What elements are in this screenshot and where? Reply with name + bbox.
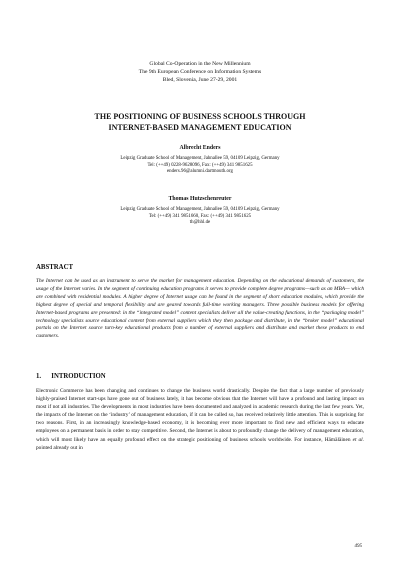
author-affiliation: Leipzig Graduate School of Management, Jahnallee 59, 04109 Leipzig, Germany xyxy=(120,207,280,212)
author-contact: Tel: (++49) 341 9851660, Fax: (++49) 341 9851625 xyxy=(148,213,252,219)
author-email: enders.96@alumni.dartmouth.org xyxy=(167,169,233,175)
introduction-text-main: Electronic Commerce has been changing and continues to change the business world drastically. Despite the fact that a large number of previously highly-praised Internet start-ups have gone out of business lately, it has become obvious that the Internet will have a profound and lasting impact on most if not all industries. The developments in most industries have been documented and analyzed in academic research during the last few years. Yet, the impacts of the Internet on the ‘industry’ of management education, if it can be called so, has received relatively little attention. This is surprising for two reasons. First, in an increasingly knowledge-based economy, it is becoming ever more important to find new and efficient ways to educate employees on a permanent basis in order to stay competitive. Second, the Internet is about to profoundly change the delivery of management education, which will most likely have an equally profound effect on the strategic positioning of business schools worldwide. For instance, Hämäläinen xyxy=(36,388,364,443)
author-affiliation: Leipzig Graduate School of Management, Jahnallee 59, 04109 Leipzig, Germany xyxy=(120,156,280,161)
page-number: 495 xyxy=(354,544,362,549)
conference-series: Global Co-Operation in the New Millennium xyxy=(149,61,251,67)
abstract-heading: ABSTRACT xyxy=(36,264,74,271)
author-name: Thomas Hutzschenreuter xyxy=(168,196,232,202)
conference-location-date: Bled, Slovenia, June 27-29, 2001 xyxy=(162,77,238,83)
paper-title xyxy=(40,112,360,133)
author-email: th@hhl.de xyxy=(189,220,211,226)
introduction-text-tail: pointed already out in xyxy=(36,444,83,451)
author-name: Albrecht Enders xyxy=(179,145,221,151)
paper-title-line-2: INTERNET-BASED MANAGEMENT EDUCATION xyxy=(108,122,292,132)
introduction-text-italic: et al. xyxy=(352,436,365,443)
paper-title-line-1: THE POSITIONING OF BUSINESS SCHOOLS THROUGH xyxy=(94,112,306,121)
abstract-text: The Internet can be used as an instrument to serve the market for management education. Depending on the educational demands of customers, the usage of the Internet varies. In the segment of continuing education programs it serves to provide complete degree programs—such as an MBA— which are combined with residential modules. A higher degree of Internet usage can be found in the segment of short education modules, which provide the highest degree of special and temporal flexibility and are geared towards full-time working managers. Three possible business models for offering Internet-based programs are presented: in the “integrated model” content specialists deliver all the value-creating functions, in the “packaging model” technology specialists source educational content from external suppliers which they then package and distribute, in the “broker model” educational portals on the Internet source turn-key educational products from a number of external suppliers and distribute and market these products to end customers. xyxy=(36,278,364,340)
introduction-heading: 1. INTRODUCTION xyxy=(36,373,106,380)
conference-event: The 9th European Conference on Information Systems xyxy=(138,69,262,75)
author-contact: Tel: (++49) 0228-9628096, Fax: (++49) 341 9851625 xyxy=(147,162,253,168)
introduction-text xyxy=(36,387,364,452)
